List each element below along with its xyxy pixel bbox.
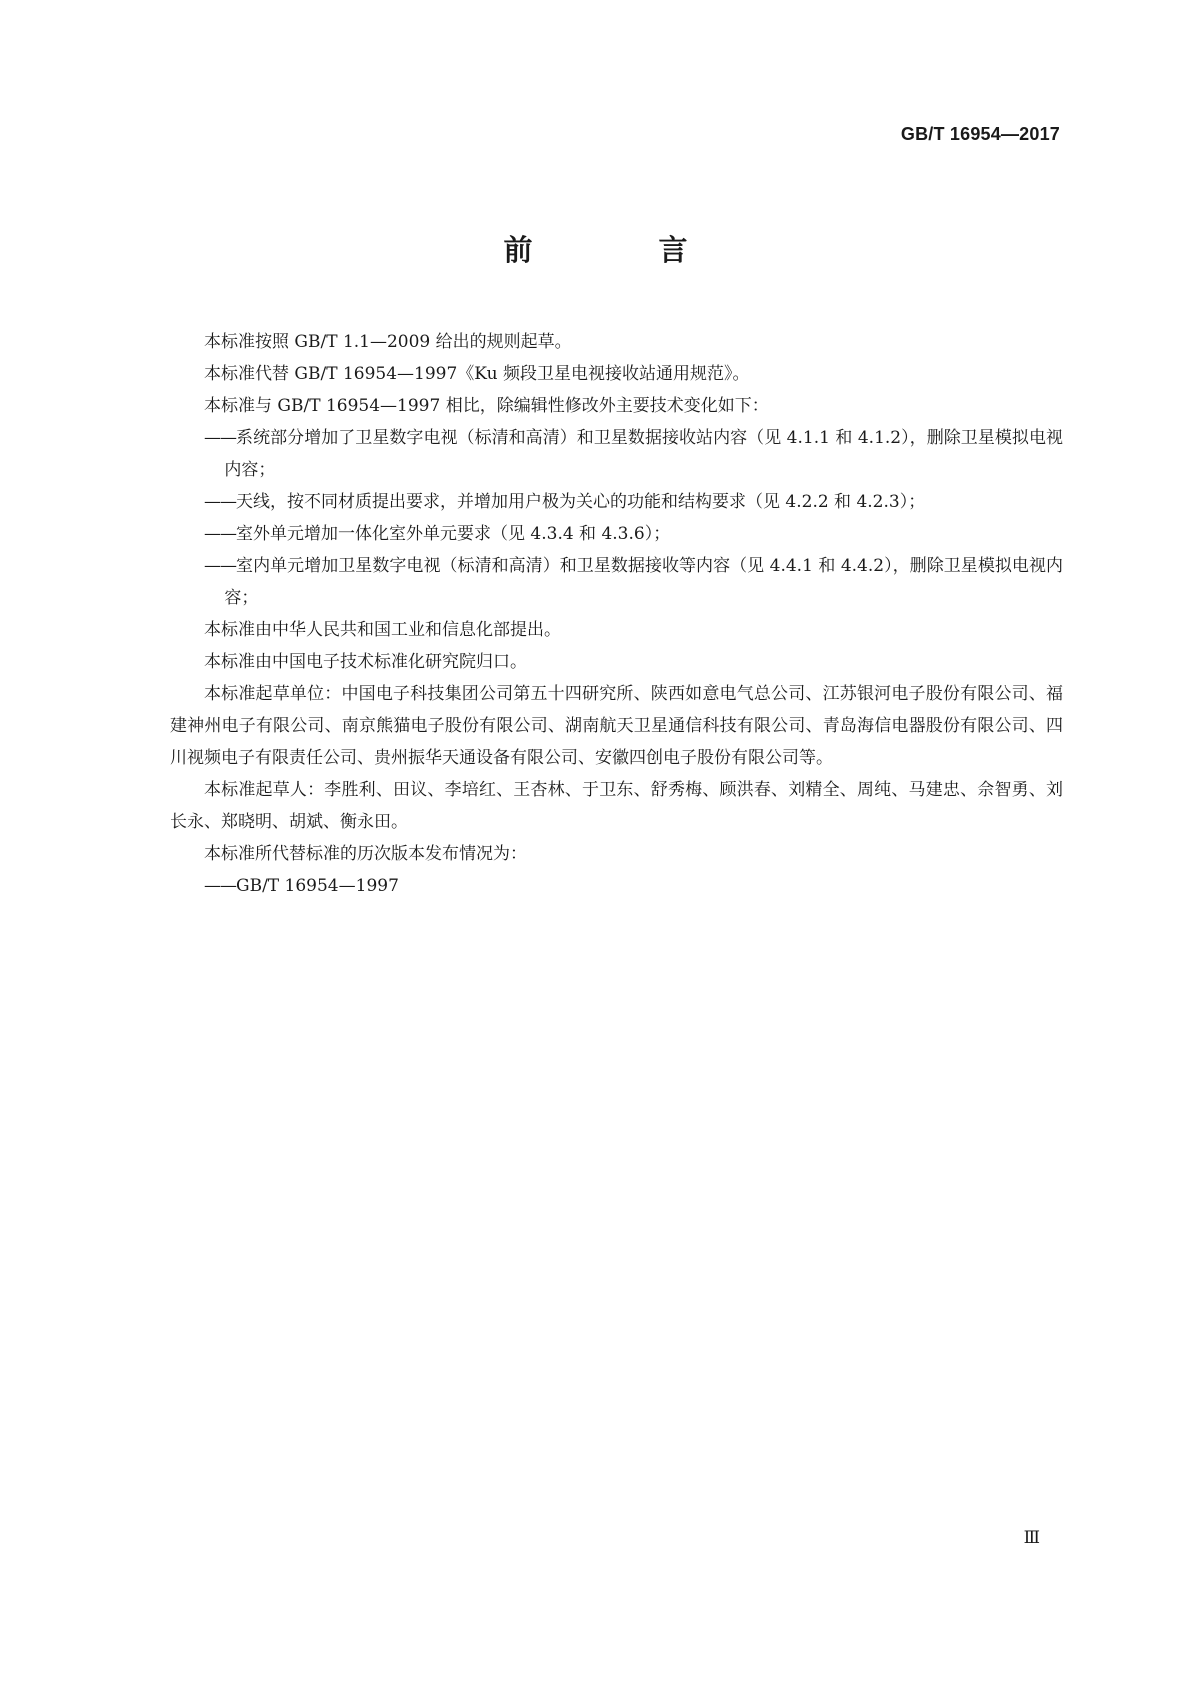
paragraph-centralized-by: 本标准由中国电子技术标准化研究院归口。 (204, 652, 527, 672)
page-number: Ⅲ (1023, 1528, 1040, 1548)
foreword-body (170, 326, 1063, 902)
change-item-indoor-unit (170, 550, 1063, 614)
paragraph-drafters: 本标准起草人：李胜利、田议、李培红、王杏林、于卫东、舒秀梅、顾洪春、刘精全、周纯、马建忠、佘智勇、刘长永、郑晓明、胡斌、衡永田。 (170, 780, 1063, 832)
paragraph-changes-intro: 本标准与 GB/T 16954—1997 相比，除编辑性修改外主要技术变化如下： (204, 396, 769, 416)
history-item-text: GB/T 16954—1997 (236, 876, 399, 896)
dash-marker: —— (204, 428, 236, 448)
change-item-text: 天线，按不同材质提出要求，并增加用户极为关心的功能和结构要求（见 4.2.2 和 4.2.3）； (236, 492, 926, 512)
dash-marker: —— (204, 876, 236, 896)
change-item-text: 室外单元增加一体化室外单元要求（见 4.3.4 和 4.3.6）； (236, 524, 671, 544)
paragraph-proposed-by: 本标准由中华人民共和国工业和信息化部提出。 (204, 620, 561, 640)
change-item-text: 室内单元增加卫星数字电视（标清和高清）和卫星数据接收等内容（见 4.4.1 和 4.4.2），删除卫星模拟电视内容； (224, 556, 1063, 608)
change-item-text: 系统部分增加了卫星数字电视（标清和高清）和卫星数据接收站内容（见 4.1.1 和 4.1.2），删除卫星模拟电视内容； (224, 428, 1063, 480)
dash-marker: —— (204, 492, 236, 512)
change-item-antenna (170, 486, 1063, 518)
page-title: 前 言 (503, 233, 746, 267)
paragraph-drafting-rules: 本标准按照 GB/T 1.1—2009 给出的规则起草。 (204, 332, 572, 352)
dash-marker: —— (204, 524, 236, 544)
change-item-system (170, 422, 1063, 486)
standard-code-header: GB/T 16954—2017 (900, 124, 1060, 144)
change-item-outdoor-unit (170, 518, 1063, 550)
paragraph-history-intro: 本标准所代替标准的历次版本发布情况为： (204, 844, 527, 864)
dash-marker: —— (204, 556, 236, 576)
paragraph-replaces: 本标准代替 GB/T 16954—1997《Ku 频段卫星电视接收站通用规范》。 (204, 364, 750, 384)
history-item (170, 870, 1063, 902)
paragraph-drafting-units: 本标准起草单位：中国电子科技集团公司第五十四研究所、陕西如意电气总公司、江苏银河电子股份有限公司、福建神州电子有限公司、南京熊猫电子股份有限公司、湖南航天卫星通信科技有限公司、青岛海信电器股份有限公司、四川视频电子有限责任公司、贵州振华天通设备有限公司、安徽四创电子股份有限公司等。 (170, 684, 1063, 768)
